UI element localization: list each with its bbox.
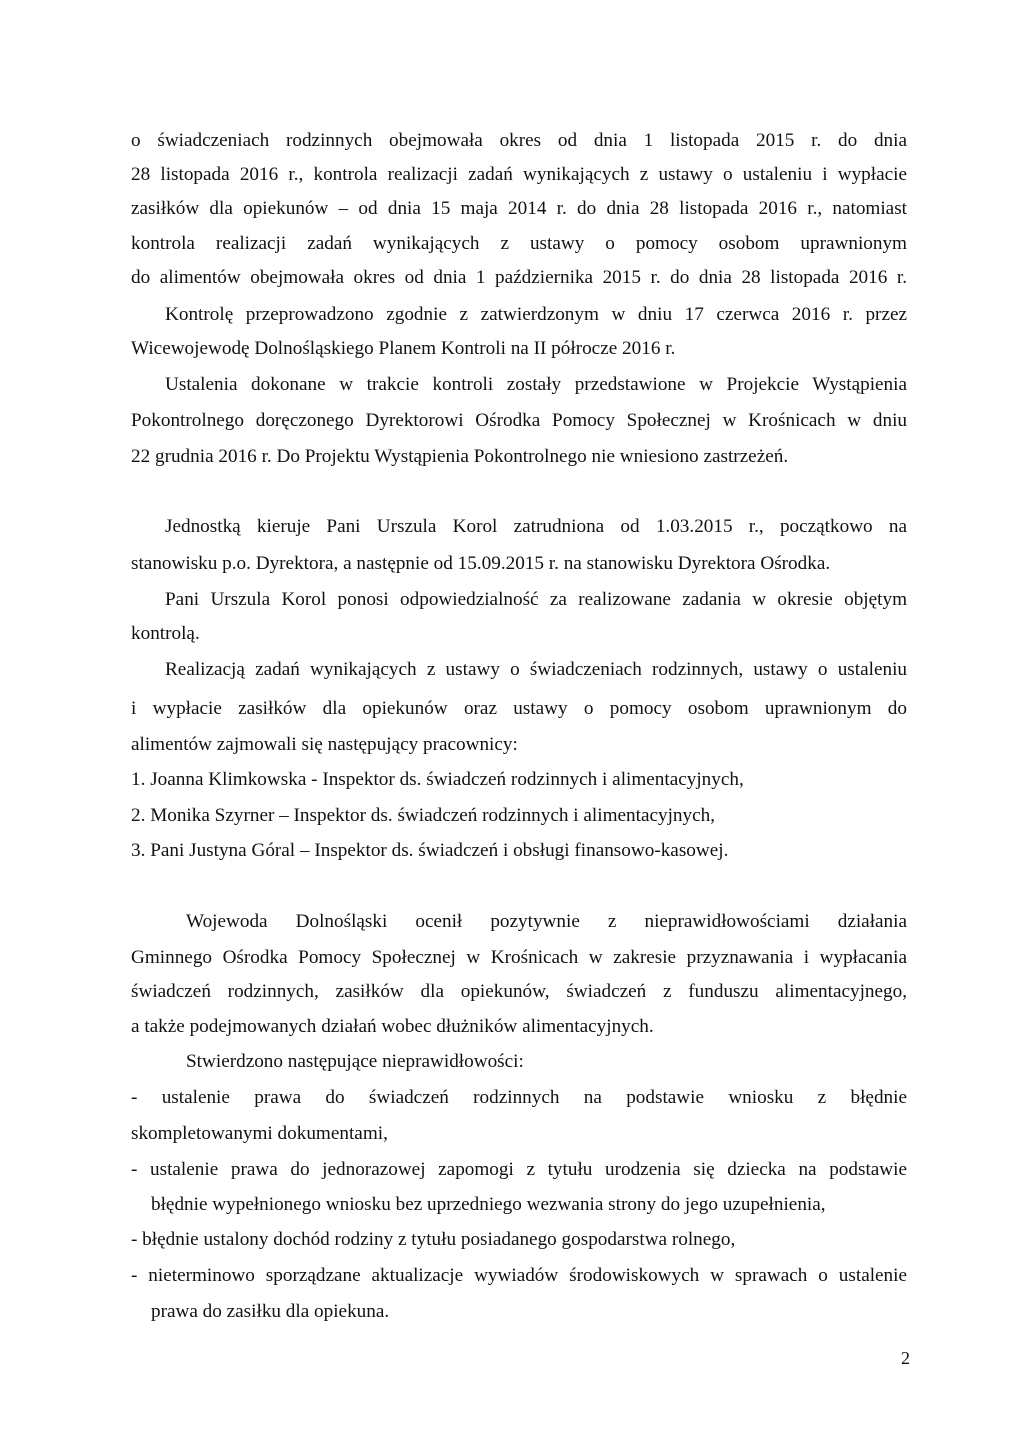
text-line: Wicewojewodę Dolnośląskiego Planem Kontroli na II półrocze 2016 r. <box>131 338 676 359</box>
text-line: kontrolą. <box>131 623 200 644</box>
text-line: 22 grudnia 2016 r. Do Projektu Wystąpienia Pokontrolnego nie wniesiono zastrzeżeń. <box>131 446 789 467</box>
text-line: o świadczeniach rodzinnych obejmowała okres od dnia 1 listopada 2015 r. do dnia <box>131 130 907 151</box>
text-line: 28 listopada 2016 r., kontrola realizacji zadań wynikających z ustawy o ustaleniu i wypłacie <box>131 164 907 185</box>
list-item: 2. Monika Szyrner – Inspektor ds. świadczeń rodzinnych i alimentacyjnych, <box>131 805 715 826</box>
list-item: 1. Joanna Klimkowska - Inspektor ds. świadczeń rodzinnych i alimentacyjnych, <box>131 769 744 790</box>
text-line: Pani Urszula Korol ponosi odpowiedzialność za realizowane zadania w okresie objętym <box>165 589 907 610</box>
text-line: Jednostką kieruje Pani Urszula Korol zatrudniona od 1.03.2015 r., początkowo na <box>165 516 907 537</box>
text-line: Pokontrolnego doręczonego Dyrektorowi Ośrodka Pomocy Społecznej w Krośnicach w dniu <box>131 410 907 431</box>
text-line: Wojewoda Dolnośląski ocenił pozytywnie z nieprawidłowościami działania <box>186 911 907 932</box>
list-item: - błędnie ustalony dochód rodziny z tytułu posiadanego gospodarstwa rolnego, <box>131 1229 736 1250</box>
text-line: alimentów zajmowali się następujący pracownicy: <box>131 734 518 755</box>
text-line: błędnie wypełnionego wniosku bez uprzedniego wezwania strony do jego uzupełnienia, <box>151 1194 826 1215</box>
list-item: - ustalenie prawa do jednorazowej zapomogi z tytułu urodzenia się dziecka na podstawie <box>131 1159 907 1180</box>
text-line: stanowisku p.o. Dyrektora, a następnie od 15.09.2015 r. na stanowisku Dyrektora Ośrodka. <box>131 553 831 574</box>
page-number: 2 <box>901 1348 910 1368</box>
text-line: i wypłacie zasiłków dla opiekunów oraz ustawy o pomocy osobom uprawnionym do <box>131 698 907 719</box>
text-line: Kontrolę przeprowadzono zgodnie z zatwierdzonym w dniu 17 czerwca 2016 r. przez <box>165 304 907 325</box>
text-line: a także podejmowanych działań wobec dłużników alimentacyjnych. <box>131 1016 654 1037</box>
text-line: do alimentów obejmowała okres od dnia 1 października 2015 r. do dnia 28 listopada 2016 r. <box>131 267 907 288</box>
text-line: Gminnego Ośrodka Pomocy Społecznej w Krośnicach w zakresie przyznawania i wypłacania <box>131 947 907 968</box>
text-line: świadczeń rodzinnych, zasiłków dla opiekunów, świadczeń z funduszu alimentacyjnego, <box>131 981 907 1002</box>
text-line: zasiłków dla opiekunów – od dnia 15 maja 2014 r. do dnia 28 listopada 2016 r., natomiast <box>131 198 907 219</box>
text-line: skompletowanymi dokumentami, <box>131 1123 388 1144</box>
text-line: prawa do zasiłku dla opiekuna. <box>151 1301 390 1322</box>
text-line: Realizacją zadań wynikających z ustawy o świadczeniach rodzinnych, ustawy o ustaleniu <box>165 659 907 680</box>
list-item: 3. Pani Justyna Góral – Inspektor ds. świadczeń i obsługi finansowo-kasowej. <box>131 840 729 861</box>
list-item: - nieterminowo sporządzane aktualizacje wywiadów środowiskowych w sprawach o ustalenie <box>131 1265 907 1286</box>
text-line: kontrola realizacji zadań wynikających z ustawy o pomocy osobom uprawnionym <box>131 233 907 254</box>
text-line: Ustalenia dokonane w trakcie kontroli zostały przedstawione w Projekcie Wystąpienia <box>165 374 907 395</box>
list-item: - ustalenie prawa do świadczeń rodzinnych na podstawie wniosku z błędnie <box>131 1087 907 1108</box>
text-line: Stwierdzono następujące nieprawidłowości: <box>186 1051 524 1072</box>
